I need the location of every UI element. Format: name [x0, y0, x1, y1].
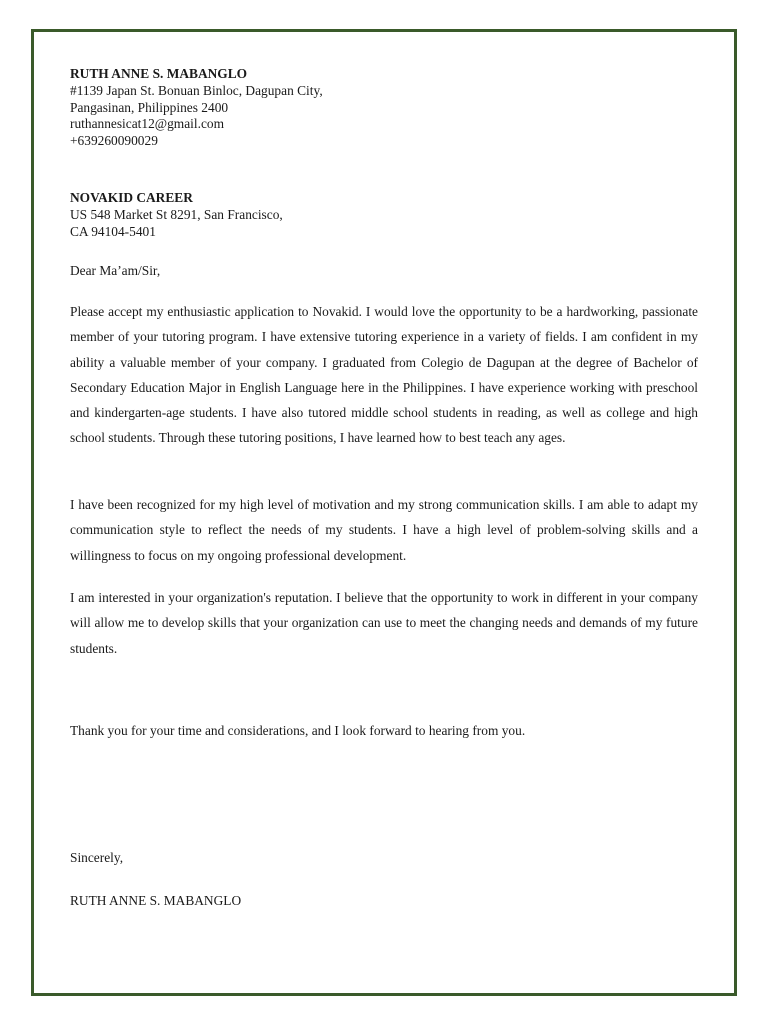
body-paragraph-2: I have been recognized for my high level of motivation and my strong communication skills. I am able to adapt my communication style to reflect the needs of my students. I have a high level of problem-solving skills and a willingness to focus on my ongoing professional development. — [70, 497, 698, 563]
thanks-line: Thank you for your time and considerations, and I look forward to hearing from you. — [70, 723, 526, 738]
sender-email: ruthannesicat12@gmail.com — [70, 116, 225, 132]
recipient-company: NOVAKID CAREER — [70, 190, 193, 205]
recipient-address-line1: US 548 Market St 8291, San Francisco, — [70, 207, 283, 222]
recipient-address-line2: CA 94104-5401 — [70, 224, 156, 239]
sender-block — [70, 66, 698, 150]
sender-name: RUTH ANNE S. MABANGLO — [70, 66, 248, 81]
body-paragraph-1: Please accept my enthusiastic application to Novakid. I would love the opportunity to be a hardworking, passionate member of your tutoring program. I have extensive tutoring experience in a variety of fields. I am confident in my ability a valuable member of your company. I graduated from Colegio de Dagupan at the degree of Bachelor of Secondary Education Major in English Language here in the Philippines. I have experience working with preschool and kindergarten-age students. I have also tutored middle school students in reading, as well as college and high school students. Through these tutoring positions, I have learned how to best teach any ages. — [70, 304, 698, 446]
signature-name: RUTH ANNE S. MABANGLO — [70, 893, 242, 908]
body-paragraph-3: I am interested in your organization's reputation. I believe that the opportunity to work in different in your company will allow me to develop skills that your organization can use to meet the changing needs and demands of my future students. — [70, 590, 698, 656]
sender-address-line2: Pangasinan, Philippines 2400 — [70, 99, 229, 115]
closing: Sincerely, — [70, 850, 124, 865]
recipient-block — [70, 189, 698, 240]
sender-address-line1: #1139 Japan St. Bonuan Binloc, Dagupan City, — [70, 82, 323, 98]
sender-phone: +639260090029 — [70, 133, 158, 149]
salutation: Dear Ma’am/Sir, — [70, 263, 161, 278]
